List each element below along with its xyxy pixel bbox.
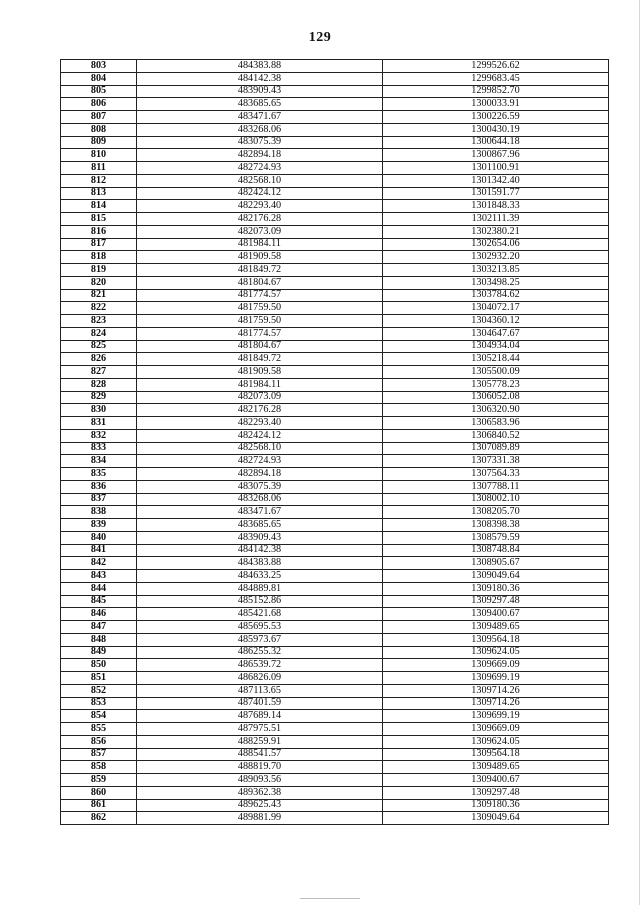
coordinates-table-body bbox=[61, 60, 609, 825]
point-number-cell: 830 bbox=[61, 404, 137, 417]
x-coordinate-cell: 482424.12 bbox=[137, 429, 383, 442]
table-row bbox=[61, 646, 609, 659]
y-coordinate-cell: 1309489.65 bbox=[383, 761, 609, 774]
table-row bbox=[61, 468, 609, 481]
table-row bbox=[61, 136, 609, 149]
x-coordinate-cell: 481909.58 bbox=[137, 366, 383, 379]
x-coordinate-cell: 481759.50 bbox=[137, 315, 383, 328]
point-number-cell: 854 bbox=[61, 710, 137, 723]
x-coordinate-cell: 487689.14 bbox=[137, 710, 383, 723]
x-coordinate-cell: 482176.28 bbox=[137, 404, 383, 417]
point-number-cell: 823 bbox=[61, 315, 137, 328]
y-coordinate-cell: 1309049.64 bbox=[383, 570, 609, 583]
point-number-cell: 860 bbox=[61, 786, 137, 799]
x-coordinate-cell: 483685.65 bbox=[137, 98, 383, 111]
point-number-cell: 819 bbox=[61, 264, 137, 277]
x-coordinate-cell: 483075.39 bbox=[137, 480, 383, 493]
x-coordinate-cell: 483909.43 bbox=[137, 531, 383, 544]
y-coordinate-cell: 1299683.45 bbox=[383, 72, 609, 85]
table-row bbox=[61, 264, 609, 277]
point-number-cell: 845 bbox=[61, 595, 137, 608]
table-row bbox=[61, 187, 609, 200]
bottom-scan-mark bbox=[300, 898, 360, 899]
table-row bbox=[61, 111, 609, 124]
table-row bbox=[61, 672, 609, 685]
point-number-cell: 824 bbox=[61, 327, 137, 340]
x-coordinate-cell: 482293.40 bbox=[137, 417, 383, 430]
table-row bbox=[61, 633, 609, 646]
point-number-cell: 861 bbox=[61, 799, 137, 812]
point-number-cell: 833 bbox=[61, 442, 137, 455]
table-row bbox=[61, 366, 609, 379]
point-number-cell: 839 bbox=[61, 519, 137, 532]
point-number-cell: 828 bbox=[61, 378, 137, 391]
table-row bbox=[61, 608, 609, 621]
y-coordinate-cell: 1309564.18 bbox=[383, 633, 609, 646]
table-row bbox=[61, 557, 609, 570]
y-coordinate-cell: 1304072.17 bbox=[383, 302, 609, 315]
x-coordinate-cell: 482724.93 bbox=[137, 455, 383, 468]
point-number-cell: 812 bbox=[61, 174, 137, 187]
table-row bbox=[61, 429, 609, 442]
y-coordinate-cell: 1300226.59 bbox=[383, 111, 609, 124]
x-coordinate-cell: 481984.11 bbox=[137, 378, 383, 391]
point-number-cell: 805 bbox=[61, 85, 137, 98]
x-coordinate-cell: 484142.38 bbox=[137, 544, 383, 557]
x-coordinate-cell: 482894.18 bbox=[137, 149, 383, 162]
point-number-cell: 818 bbox=[61, 251, 137, 264]
x-coordinate-cell: 486826.09 bbox=[137, 672, 383, 685]
table-row bbox=[61, 276, 609, 289]
x-coordinate-cell: 482568.10 bbox=[137, 442, 383, 455]
x-coordinate-cell: 485421.68 bbox=[137, 608, 383, 621]
table-row bbox=[61, 621, 609, 634]
table-row bbox=[61, 761, 609, 774]
x-coordinate-cell: 483075.39 bbox=[137, 136, 383, 149]
table-row bbox=[61, 340, 609, 353]
y-coordinate-cell: 1309049.64 bbox=[383, 812, 609, 825]
point-number-cell: 841 bbox=[61, 544, 137, 557]
y-coordinate-cell: 1309297.48 bbox=[383, 595, 609, 608]
y-coordinate-cell: 1308905.67 bbox=[383, 557, 609, 570]
x-coordinate-cell: 486539.72 bbox=[137, 659, 383, 672]
x-coordinate-cell: 481909.58 bbox=[137, 251, 383, 264]
point-number-cell: 832 bbox=[61, 429, 137, 442]
y-coordinate-cell: 1309400.67 bbox=[383, 774, 609, 787]
table-row bbox=[61, 60, 609, 73]
x-coordinate-cell: 483471.67 bbox=[137, 506, 383, 519]
x-coordinate-cell: 484889.81 bbox=[137, 582, 383, 595]
x-coordinate-cell: 488541.57 bbox=[137, 748, 383, 761]
point-number-cell: 811 bbox=[61, 162, 137, 175]
point-number-cell: 838 bbox=[61, 506, 137, 519]
table-row bbox=[61, 289, 609, 302]
point-number-cell: 848 bbox=[61, 633, 137, 646]
y-coordinate-cell: 1309489.65 bbox=[383, 621, 609, 634]
point-number-cell: 862 bbox=[61, 812, 137, 825]
table-row bbox=[61, 723, 609, 736]
table-row bbox=[61, 315, 609, 328]
point-number-cell: 837 bbox=[61, 493, 137, 506]
y-coordinate-cell: 1307331.38 bbox=[383, 455, 609, 468]
x-coordinate-cell: 485973.67 bbox=[137, 633, 383, 646]
y-coordinate-cell: 1301848.33 bbox=[383, 200, 609, 213]
point-number-cell: 840 bbox=[61, 531, 137, 544]
x-coordinate-cell: 481774.57 bbox=[137, 289, 383, 302]
x-coordinate-cell: 483909.43 bbox=[137, 85, 383, 98]
y-coordinate-cell: 1307564.33 bbox=[383, 468, 609, 481]
x-coordinate-cell: 484383.88 bbox=[137, 60, 383, 73]
point-number-cell: 855 bbox=[61, 723, 137, 736]
table-row bbox=[61, 786, 609, 799]
table-row bbox=[61, 582, 609, 595]
x-coordinate-cell: 489625.43 bbox=[137, 799, 383, 812]
table-row bbox=[61, 799, 609, 812]
table-row bbox=[61, 710, 609, 723]
table-row bbox=[61, 225, 609, 238]
point-number-cell: 849 bbox=[61, 646, 137, 659]
table-row bbox=[61, 404, 609, 417]
table-row bbox=[61, 544, 609, 557]
point-number-cell: 827 bbox=[61, 366, 137, 379]
table-row bbox=[61, 353, 609, 366]
y-coordinate-cell: 1309180.36 bbox=[383, 582, 609, 595]
x-coordinate-cell: 481804.67 bbox=[137, 276, 383, 289]
x-coordinate-cell: 485695.53 bbox=[137, 621, 383, 634]
x-coordinate-cell: 484142.38 bbox=[137, 72, 383, 85]
table-row bbox=[61, 238, 609, 251]
x-coordinate-cell: 482176.28 bbox=[137, 213, 383, 226]
x-coordinate-cell: 485152.86 bbox=[137, 595, 383, 608]
table-row bbox=[61, 85, 609, 98]
x-coordinate-cell: 487113.65 bbox=[137, 684, 383, 697]
y-coordinate-cell: 1308579.59 bbox=[383, 531, 609, 544]
y-coordinate-cell: 1306320.90 bbox=[383, 404, 609, 417]
x-coordinate-cell: 487401.59 bbox=[137, 697, 383, 710]
x-coordinate-cell: 484383.88 bbox=[137, 557, 383, 570]
point-number-cell: 836 bbox=[61, 480, 137, 493]
x-coordinate-cell: 481774.57 bbox=[137, 327, 383, 340]
x-coordinate-cell: 483685.65 bbox=[137, 519, 383, 532]
point-number-cell: 816 bbox=[61, 225, 137, 238]
x-coordinate-cell: 487975.51 bbox=[137, 723, 383, 736]
point-number-cell: 803 bbox=[61, 60, 137, 73]
point-number-cell: 844 bbox=[61, 582, 137, 595]
x-coordinate-cell: 482424.12 bbox=[137, 187, 383, 200]
x-coordinate-cell: 481759.50 bbox=[137, 302, 383, 315]
table-row bbox=[61, 735, 609, 748]
point-number-cell: 804 bbox=[61, 72, 137, 85]
table-row bbox=[61, 595, 609, 608]
table-row bbox=[61, 812, 609, 825]
y-coordinate-cell: 1307089.89 bbox=[383, 442, 609, 455]
point-number-cell: 856 bbox=[61, 735, 137, 748]
table-row bbox=[61, 213, 609, 226]
x-coordinate-cell: 488259.91 bbox=[137, 735, 383, 748]
y-coordinate-cell: 1305500.09 bbox=[383, 366, 609, 379]
y-coordinate-cell: 1309699.19 bbox=[383, 710, 609, 723]
point-number-cell: 808 bbox=[61, 123, 137, 136]
y-coordinate-cell: 1303498.25 bbox=[383, 276, 609, 289]
table-row bbox=[61, 251, 609, 264]
point-number-cell: 843 bbox=[61, 570, 137, 583]
point-number-cell: 846 bbox=[61, 608, 137, 621]
point-number-cell: 821 bbox=[61, 289, 137, 302]
page-number: 129 bbox=[308, 30, 332, 45]
table-row bbox=[61, 327, 609, 340]
x-coordinate-cell: 481849.72 bbox=[137, 353, 383, 366]
table-row bbox=[61, 98, 609, 111]
table-row bbox=[61, 378, 609, 391]
point-number-cell: 822 bbox=[61, 302, 137, 315]
y-coordinate-cell: 1308398.38 bbox=[383, 519, 609, 532]
point-number-cell: 851 bbox=[61, 672, 137, 685]
coordinates-table bbox=[60, 59, 609, 825]
point-number-cell: 826 bbox=[61, 353, 137, 366]
y-coordinate-cell: 1309624.05 bbox=[383, 646, 609, 659]
y-coordinate-cell: 1299852.70 bbox=[383, 85, 609, 98]
table-row bbox=[61, 506, 609, 519]
table-row bbox=[61, 417, 609, 430]
y-coordinate-cell: 1300644.18 bbox=[383, 136, 609, 149]
point-number-cell: 825 bbox=[61, 340, 137, 353]
point-number-cell: 815 bbox=[61, 213, 137, 226]
x-coordinate-cell: 483268.06 bbox=[137, 493, 383, 506]
point-number-cell: 809 bbox=[61, 136, 137, 149]
point-number-cell: 806 bbox=[61, 98, 137, 111]
table-row bbox=[61, 531, 609, 544]
table-row bbox=[61, 659, 609, 672]
x-coordinate-cell: 482293.40 bbox=[137, 200, 383, 213]
x-coordinate-cell: 482894.18 bbox=[137, 468, 383, 481]
point-number-cell: 850 bbox=[61, 659, 137, 672]
y-coordinate-cell: 1306840.52 bbox=[383, 429, 609, 442]
y-coordinate-cell: 1308205.70 bbox=[383, 506, 609, 519]
y-coordinate-cell: 1309624.05 bbox=[383, 735, 609, 748]
x-coordinate-cell: 481984.11 bbox=[137, 238, 383, 251]
y-coordinate-cell: 1308002.10 bbox=[383, 493, 609, 506]
point-number-cell: 817 bbox=[61, 238, 137, 251]
table-row bbox=[61, 697, 609, 710]
point-number-cell: 831 bbox=[61, 417, 137, 430]
table-row bbox=[61, 200, 609, 213]
point-number-cell: 852 bbox=[61, 684, 137, 697]
y-coordinate-cell: 1309669.09 bbox=[383, 659, 609, 672]
x-coordinate-cell: 482073.09 bbox=[137, 391, 383, 404]
point-number-cell: 858 bbox=[61, 761, 137, 774]
point-number-cell: 847 bbox=[61, 621, 137, 634]
point-number-cell: 834 bbox=[61, 455, 137, 468]
point-number-cell: 853 bbox=[61, 697, 137, 710]
table-row bbox=[61, 391, 609, 404]
y-coordinate-cell: 1303213.85 bbox=[383, 264, 609, 277]
point-number-cell: 820 bbox=[61, 276, 137, 289]
x-coordinate-cell: 488819.70 bbox=[137, 761, 383, 774]
point-number-cell: 829 bbox=[61, 391, 137, 404]
y-coordinate-cell: 1304647.67 bbox=[383, 327, 609, 340]
point-number-cell: 814 bbox=[61, 200, 137, 213]
y-coordinate-cell: 1306052.08 bbox=[383, 391, 609, 404]
y-coordinate-cell: 1309699.19 bbox=[383, 672, 609, 685]
y-coordinate-cell: 1304934.04 bbox=[383, 340, 609, 353]
point-number-cell: 842 bbox=[61, 557, 137, 570]
x-coordinate-cell: 489881.99 bbox=[137, 812, 383, 825]
table-row bbox=[61, 455, 609, 468]
y-coordinate-cell: 1309180.36 bbox=[383, 799, 609, 812]
y-coordinate-cell: 1309564.18 bbox=[383, 748, 609, 761]
x-coordinate-cell: 489093.56 bbox=[137, 774, 383, 787]
table-row bbox=[61, 684, 609, 697]
table-row bbox=[61, 519, 609, 532]
y-coordinate-cell: 1307788.11 bbox=[383, 480, 609, 493]
y-coordinate-cell: 1305778.23 bbox=[383, 378, 609, 391]
x-coordinate-cell: 489362.38 bbox=[137, 786, 383, 799]
y-coordinate-cell: 1302932.20 bbox=[383, 251, 609, 264]
y-coordinate-cell: 1299526.62 bbox=[383, 60, 609, 73]
x-coordinate-cell: 483471.67 bbox=[137, 111, 383, 124]
x-coordinate-cell: 482568.10 bbox=[137, 174, 383, 187]
table-row bbox=[61, 774, 609, 787]
y-coordinate-cell: 1300867.96 bbox=[383, 149, 609, 162]
y-coordinate-cell: 1303784.62 bbox=[383, 289, 609, 302]
y-coordinate-cell: 1308748.84 bbox=[383, 544, 609, 557]
y-coordinate-cell: 1302111.39 bbox=[383, 213, 609, 226]
x-coordinate-cell: 483268.06 bbox=[137, 123, 383, 136]
x-coordinate-cell: 486255.32 bbox=[137, 646, 383, 659]
y-coordinate-cell: 1305218.44 bbox=[383, 353, 609, 366]
point-number-cell: 810 bbox=[61, 149, 137, 162]
point-number-cell: 807 bbox=[61, 111, 137, 124]
table-row bbox=[61, 162, 609, 175]
point-number-cell: 859 bbox=[61, 774, 137, 787]
table-row bbox=[61, 480, 609, 493]
y-coordinate-cell: 1301342.40 bbox=[383, 174, 609, 187]
y-coordinate-cell: 1309714.26 bbox=[383, 697, 609, 710]
y-coordinate-cell: 1309400.67 bbox=[383, 608, 609, 621]
point-number-cell: 835 bbox=[61, 468, 137, 481]
x-coordinate-cell: 484633.25 bbox=[137, 570, 383, 583]
x-coordinate-cell: 482073.09 bbox=[137, 225, 383, 238]
y-coordinate-cell: 1300430.19 bbox=[383, 123, 609, 136]
table-row bbox=[61, 493, 609, 506]
y-coordinate-cell: 1309714.26 bbox=[383, 684, 609, 697]
table-row bbox=[61, 72, 609, 85]
y-coordinate-cell: 1302380.21 bbox=[383, 225, 609, 238]
y-coordinate-cell: 1301100.91 bbox=[383, 162, 609, 175]
table-row bbox=[61, 748, 609, 761]
table-row bbox=[61, 174, 609, 187]
table-row bbox=[61, 302, 609, 315]
x-coordinate-cell: 482724.93 bbox=[137, 162, 383, 175]
y-coordinate-cell: 1309297.48 bbox=[383, 786, 609, 799]
y-coordinate-cell: 1302654.06 bbox=[383, 238, 609, 251]
point-number-cell: 813 bbox=[61, 187, 137, 200]
y-coordinate-cell: 1306583.96 bbox=[383, 417, 609, 430]
table-row bbox=[61, 149, 609, 162]
point-number-cell: 857 bbox=[61, 748, 137, 761]
y-coordinate-cell: 1309669.09 bbox=[383, 723, 609, 736]
table-row bbox=[61, 570, 609, 583]
y-coordinate-cell: 1301591.77 bbox=[383, 187, 609, 200]
y-coordinate-cell: 1304360.12 bbox=[383, 315, 609, 328]
x-coordinate-cell: 481804.67 bbox=[137, 340, 383, 353]
table-row bbox=[61, 123, 609, 136]
x-coordinate-cell: 481849.72 bbox=[137, 264, 383, 277]
table-row bbox=[61, 442, 609, 455]
y-coordinate-cell: 1300033.91 bbox=[383, 98, 609, 111]
